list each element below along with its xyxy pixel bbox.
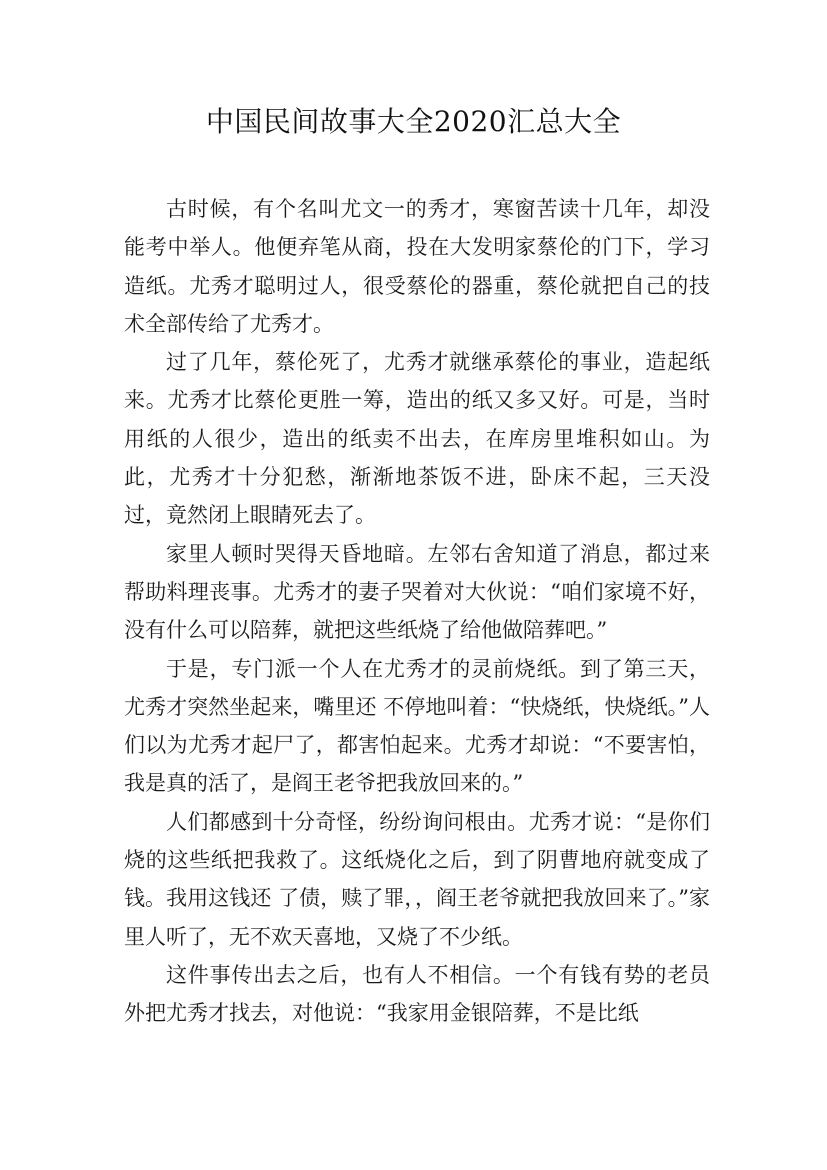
document-body (124, 190, 710, 1033)
paragraph-5: 人们都感到十分奇怪，纷纷询问根由。尤秀才说：“是你们烧的这些纸把我救了。这纸烧化之后，到了阴曹地府就变成了钱。我用这钱还 了债，赎了罪，，阎王老爷就把我放回来了。”家里人听了，无不欢天喜地，又烧了不少纸。 (124, 809, 710, 949)
paragraph-4: 于是，专门派一个人在尤秀才的灵前烧纸。到了第三天，尤秀才突然坐起来，嘴里还 不停地叫着：“快烧纸，快烧纸。”人们以为尤秀才起尸了，都害怕起来。尤秀才却说：“不要害怕，我是真的活了，是阎王老爷把我放回来的。” (124, 656, 710, 796)
paragraph-6: 这件事传出去之后，也有人不相信。一个有钱有势的老员外把尤秀才找去，对他说：“我家用金银陪葬，不是比纸 (124, 962, 710, 1026)
paragraph-1: 古时候，有个名叫尤文一的秀才，寒窗苦读十几年，却没能考中举人。他便弃笔从商，投在大发明家蔡伦的门下，学习造纸。尤秀才聪明过人，很受蔡伦的器重，蔡伦就把自己的技术全部传给了尤秀才。 (124, 197, 710, 336)
paragraph-3: 家里人顿时哭得天昏地暗。左邻右舍知道了消息，都过来帮助料理丧事。尤秀才的妻子哭着对大伙说：“咱们家境不好，没有什么可以陪葬，就把这些纸烧了给他做陪葬吧。” (124, 541, 710, 643)
document-title: 中国民间故事大全2020汇总大全 (205, 105, 622, 138)
paragraph-2: 过了几年，蔡伦死了，尤秀才就继承蔡伦的事业，造起纸来。尤秀才比蔡伦更胜一筹，造出的纸又多又好。可是，当时用纸的人很少，造出的纸卖不出去，在库房里堆积如山。为此，尤秀才十分犯愁，渐渐地茶饭不进，卧床不起，三天没过，竟然闭上眼睛死去了。 (124, 350, 710, 528)
